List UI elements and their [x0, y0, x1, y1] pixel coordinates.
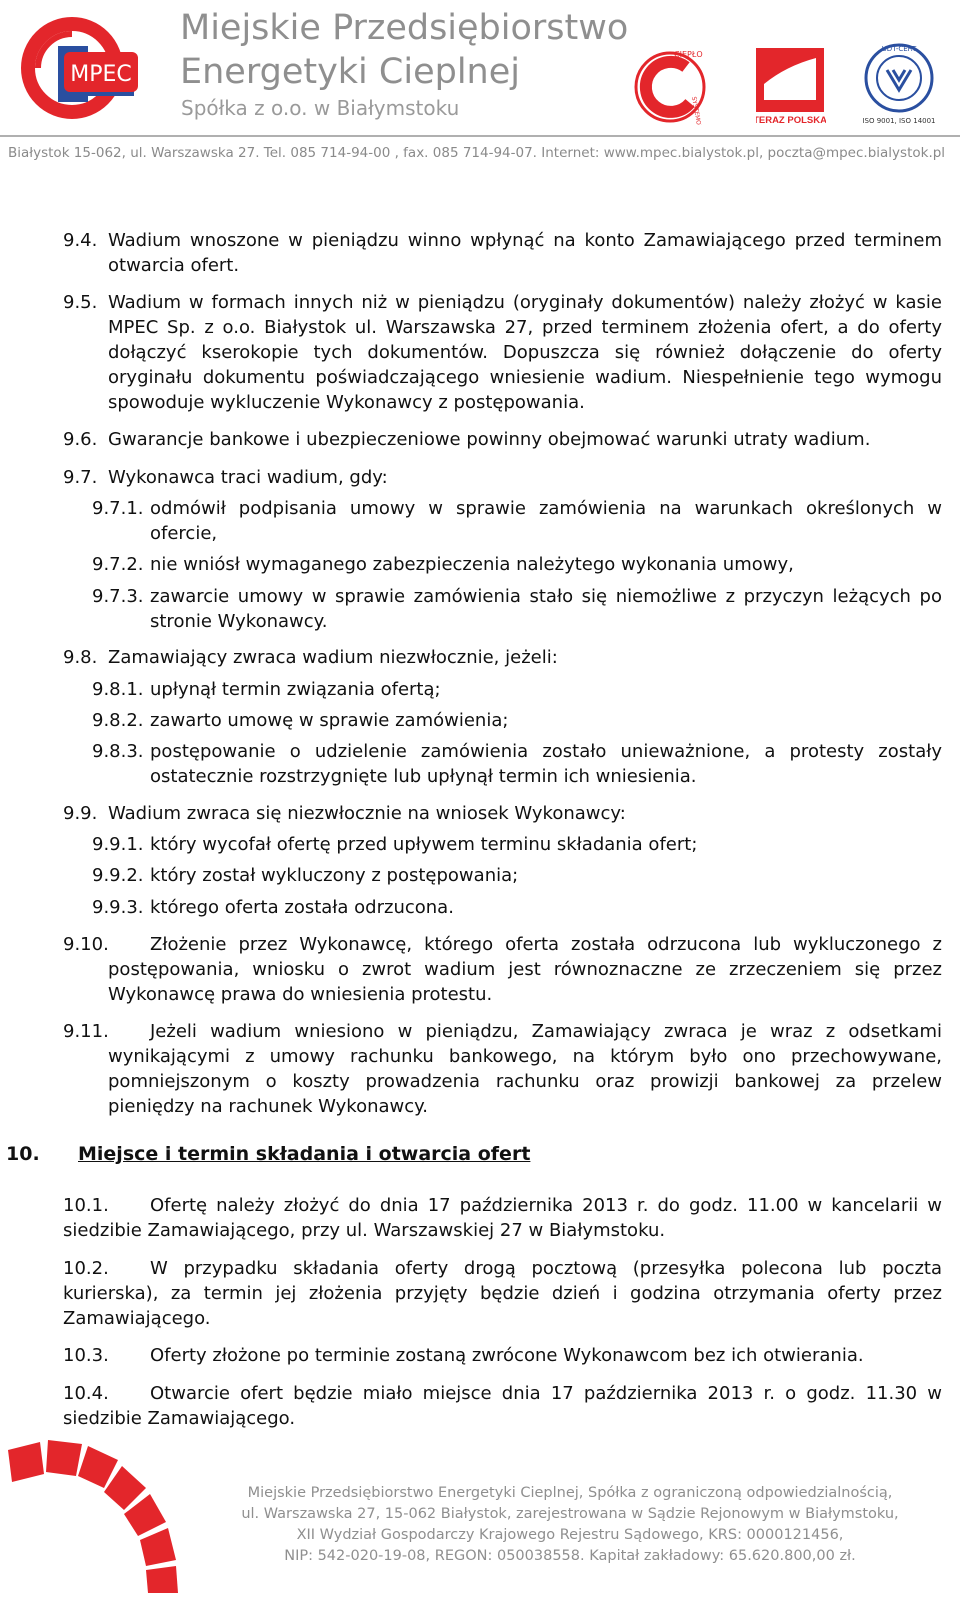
item-number: 10.1.: [63, 1195, 109, 1216]
item-text-first-line: Jeżeli wadium wniesiono w pieniądzu, Zamawiający zwraca je wraz z odsetkami: [150, 1021, 942, 1042]
item-number: 9.10.: [63, 934, 109, 955]
item-number: 9.7.3.: [92, 586, 144, 607]
item-number: 10.3.: [63, 1345, 109, 1366]
footer-swoosh-graphic: [0, 1438, 180, 1593]
badge3-bottom: ISO 9001, ISO 14001: [862, 117, 936, 125]
item-number: 9.7.1.: [92, 498, 144, 519]
item-9-9-3: [92, 895, 942, 920]
item-number: 9.9.: [63, 803, 98, 824]
item-text-rest: wynikającymi z umowy rachunku bankowego, na którym było ono przechowywane, pomniejszonym o koszty prowadzenia rachunku oraz prowizji bankowej za przelew pieniędzy na rachunek Wykonawcy.: [108, 1046, 942, 1117]
header-rule: [0, 135, 960, 137]
item-text: Wadium w formach innych niż w pieniądzu (oryginały dokumentów) należy złożyć w kasie MPEC Sp. z o.o. Białystok ul. Warszawska 27, przed terminem złożenia ofert, a do oferty dołączyć kserokopie tych dokumentów. Dopuszcza się również dołączenie do oferty oryginału dokumentu poświadczającego wniesienie wadium. Niespełnienie tego wymogu spowoduje wykluczenie Wykonawcy z postępowania.: [108, 292, 942, 413]
company-name-line1: Miejskie Przedsiębiorstwo: [180, 8, 629, 48]
udt-cert-badge: [858, 40, 940, 126]
item-text: nie wniósł wymaganego zabezpieczenia należytego wykonania umowy,: [150, 554, 794, 575]
item-text: zawarcie umowy w sprawie zamówienia stało się niemożliwe z przyczyn leżących po stronie Wykonawcy.: [150, 586, 942, 632]
item-number: 9.8.1.: [92, 679, 144, 700]
item-text: zawarto umowę w sprawie zamówienia;: [150, 710, 509, 731]
item-9-9-1: [92, 832, 942, 857]
item-9-6: [63, 427, 942, 452]
company-name-line3: Spółka z o.o. w Białymstoku: [181, 96, 460, 120]
section-number: 10.: [6, 1143, 40, 1165]
item-text-first-line: Złożenie przez Wykonawcę, którego oferta została odrzucona lub wykluczonego z: [150, 934, 942, 955]
item-10-1: [63, 1193, 942, 1243]
item-9-8: [63, 645, 942, 670]
item-9-11: [63, 1019, 942, 1119]
item-number: 9.7.2.: [92, 554, 144, 575]
section-10-heading: [6, 1143, 936, 1165]
item-9-8-1: [92, 677, 942, 702]
section-title: Miejsce i termin składania i otwarcia ofert: [78, 1143, 531, 1165]
item-10-3: [63, 1343, 942, 1368]
company-name-line2: Energetyki Cieplnej: [180, 52, 520, 92]
item-number: 9.8.3.: [92, 741, 144, 762]
item-text: którego oferta została odrzucona.: [150, 897, 454, 918]
item-text-rest: siedzibie Zamawiającego, przy ul. Warszawskiej 27 w Białymstoku.: [63, 1220, 666, 1241]
item-text-rest: siedzibie Zamawiającego.: [63, 1408, 296, 1429]
item-text-first-line: Otwarcie ofert będzie miało miejsce dnia 17 października 2013 r. o godz. 11.30 w: [150, 1383, 942, 1404]
item-9-7-2: [92, 552, 942, 577]
item-number: 9.9.2.: [92, 865, 144, 886]
teraz-polska-badge: [756, 48, 826, 126]
item-number: 9.5.: [63, 292, 98, 313]
badge1-side: SYSTEMOWE: [690, 96, 704, 125]
cieplo-systemowe-badge: [630, 45, 710, 125]
footer-company-info: [220, 1483, 920, 1567]
item-number: 10.4.: [63, 1383, 109, 1404]
footer-line: Miejskie Przedsiębiorstwo Energetyki Cieplnej, Spółka z ograniczoną odpowiedzialnością,: [247, 1485, 893, 1501]
item-9-10: [63, 932, 942, 1007]
item-9-7-3: [92, 584, 942, 634]
item-9-5: [63, 290, 942, 415]
item-10-2: [63, 1256, 942, 1331]
item-text: odmówił podpisania umowy w sprawie zamówienia na warunkach określonych w ofercie,: [150, 498, 942, 544]
item-9-8-3: [92, 739, 942, 789]
item-10-4: [63, 1381, 942, 1431]
footer-line: XII Wydział Gospodarczy Krajowego Rejestru Sądowego, KRS: 0000121456,: [296, 1527, 844, 1543]
logo-text: MPEC: [70, 62, 132, 87]
item-text-first-line: Ofertę należy złożyć do dnia 17 października 2013 r. do godz. 11.00 w kancelarii w: [150, 1195, 942, 1216]
item-9-9-2: [92, 863, 942, 888]
item-text: który wycofał ofertę przed upływem terminu składania ofert;: [150, 834, 698, 855]
item-number: 9.7.: [63, 467, 98, 488]
item-number: 9.9.3.: [92, 897, 144, 918]
item-9-7: [63, 465, 942, 490]
item-9-7-1: [92, 496, 942, 546]
item-text-first-line: W przypadku składania oferty drogą pocztową (przesyłka polecona lub poczta: [150, 1258, 942, 1279]
item-9-9: [63, 801, 942, 826]
item-text-rest: kurierska), za termin jej złożenia przyjęty będzie dzień i godzina otrzymania oferty przez Zamawiającego.: [63, 1283, 942, 1329]
item-9-8-2: [92, 708, 942, 733]
badge1-top: CIEPŁO: [674, 50, 703, 59]
badge2-label: TERAZ POLSKA: [756, 115, 826, 126]
item-number: 9.8.2.: [92, 710, 144, 731]
item-number: 9.6.: [63, 429, 98, 450]
item-text: Wykonawca traci wadium, gdy:: [108, 467, 388, 488]
item-text: postępowanie o udzielenie zamówienia zostało unieważnione, a protesty zostały ostatecznie rozstrzygnięte lub upłynął termin ich wniesienia.: [150, 741, 942, 787]
footer-line: ul. Warszawska 27, 15-062 Białystok, zarejestrowana w Sądzie Rejonowym w Białymstoku,: [241, 1506, 899, 1522]
item-text: Wadium zwraca się niezwłocznie na wniosek Wykonawcy:: [108, 803, 626, 824]
item-number: 9.11.: [63, 1021, 109, 1042]
footer-line: NIP: 542-020-19-08, REGON: 050038558. Kapitał zakładowy: 65.620.800,00 zł.: [284, 1548, 856, 1564]
badge3-top: UDT-CERT: [881, 45, 917, 53]
item-number: 9.8.: [63, 647, 98, 668]
item-9-4: [63, 228, 942, 278]
header-address: Białystok 15-062, ul. Warszawska 27. Tel. 085 714-94-00 , fax. 085 714-94-07. Internet: www.mpec.bialystok.pl, poczta@mpec.bialystok.pl: [8, 145, 946, 161]
item-text: Gwarancje bankowe i ubezpieczeniowe powinny obejmować warunki utraty wadium.: [108, 429, 871, 450]
item-text: który został wykluczony z postępowania;: [150, 865, 519, 886]
item-number: 10.2.: [63, 1258, 109, 1279]
item-number: 9.9.1.: [92, 834, 144, 855]
item-number: 9.4.: [63, 230, 98, 251]
item-text: Wadium wnoszone w pieniądzu winno wpłynąć na konto Zamawiającego przed terminem otwarcia ofert.: [108, 230, 942, 276]
mpec-logo: [14, 10, 142, 122]
item-text-rest: postępowania, wniosku o zwrot wadium jest równoznaczne ze zrzeczeniem się przez Wykonawcę prawa do wniesienia protestu.: [108, 959, 942, 1005]
item-text: Zamawiający zwraca wadium niezwłocznie, jeżeli:: [108, 647, 558, 668]
item-text: upłynął termin związania ofertą;: [150, 679, 441, 700]
item-text: Oferty złożone po terminie zostaną zwrócone Wykonawcom bez ich otwierania.: [150, 1345, 864, 1366]
